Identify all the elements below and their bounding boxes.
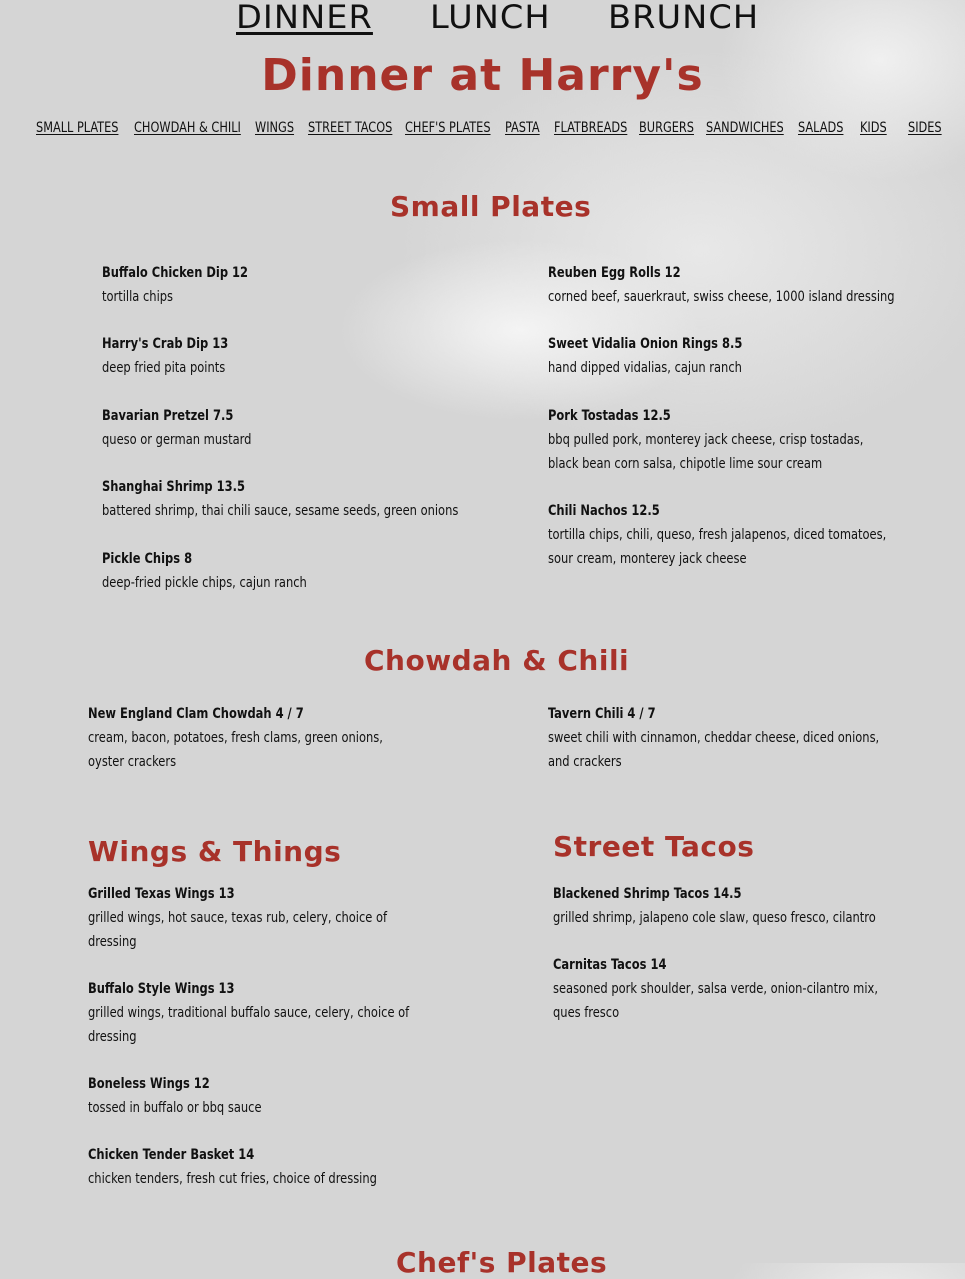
category-link-chefs-plates[interactable]: CHEF'S PLATES xyxy=(405,120,491,136)
category-link-salads[interactable]: SALADS xyxy=(798,120,844,136)
menu-item xyxy=(548,261,948,309)
category-link-street-tacos[interactable]: STREET TACOS xyxy=(308,120,393,136)
menu-item xyxy=(102,404,502,452)
item-description: deep fried pita points xyxy=(102,360,226,376)
item-name: Carnitas Tacos 14 xyxy=(553,957,667,973)
menu-item xyxy=(553,882,953,930)
menu-item xyxy=(548,702,933,774)
menu-item xyxy=(88,977,468,1049)
item-name: Harry's Crab Dip 13 xyxy=(102,336,229,352)
item-name: Buffalo Chicken Dip 12 xyxy=(102,265,249,281)
item-description: bbq pulled pork, monterey jack cheese, crisp tostadas, black bean corn salsa, chipotle lime sour cream xyxy=(548,432,864,472)
item-description: corned beef, sauerkraut, swiss cheese, 1000 island dressing xyxy=(548,289,895,305)
item-name: Sweet Vidalia Onion Rings 8.5 xyxy=(548,336,743,352)
item-name: Tavern Chili 4 / 7 xyxy=(548,706,656,722)
menu-item xyxy=(548,499,943,571)
item-name: New England Clam Chowdah 4 / 7 xyxy=(88,706,304,722)
item-name: Pork Tostadas 12.5 xyxy=(548,408,671,424)
item-name: Chili Nachos 12.5 xyxy=(548,503,660,519)
section-title-small-plates: Small Plates xyxy=(390,190,592,223)
category-link-flatbreads[interactable]: FLATBREADS xyxy=(554,120,628,136)
item-description: grilled wings, hot sauce, texas rub, celery, choice of dressing xyxy=(88,910,388,950)
menu-item xyxy=(102,261,502,309)
menu-item xyxy=(548,332,948,380)
section-title-chowdah-chili: Chowdah & Chili xyxy=(364,644,630,677)
category-link-sandwiches[interactable]: SANDWICHES xyxy=(706,120,784,136)
menu-item xyxy=(102,332,502,380)
item-name: Reuben Egg Rolls 12 xyxy=(548,265,681,281)
menu-item xyxy=(88,1072,468,1120)
item-description: grilled wings, traditional buffalo sauce, celery, choice of dressing xyxy=(88,1005,410,1045)
category-link-small-plates[interactable]: SMALL PLATES xyxy=(36,120,119,136)
nav-dinner-link[interactable]: DINNER xyxy=(236,0,373,36)
item-name: Pickle Chips 8 xyxy=(102,551,193,567)
item-name: Bavarian Pretzel 7.5 xyxy=(102,408,234,424)
item-name: Shanghai Shrimp 13.5 xyxy=(102,479,245,495)
item-description: chicken tenders, fresh cut fries, choice of dressing xyxy=(88,1171,377,1187)
nav-lunch-link[interactable]: LUNCH xyxy=(430,0,551,36)
nav-brunch-link[interactable]: BRUNCH xyxy=(608,0,760,36)
section-title-wings: Wings & Things xyxy=(88,835,342,868)
menu-item xyxy=(88,882,463,954)
item-name: Blackened Shrimp Tacos 14.5 xyxy=(553,886,742,902)
item-description: deep-fried pickle chips, cajun ranch xyxy=(102,575,307,591)
item-name: Grilled Texas Wings 13 xyxy=(88,886,235,902)
item-description: sweet chili with cinnamon, cheddar cheese, diced onions, and crackers xyxy=(548,730,880,770)
menu-item xyxy=(553,953,933,1025)
category-link-chowdah-chili[interactable]: CHOWDAH & CHILI xyxy=(134,120,241,136)
menu-item xyxy=(102,547,502,595)
category-link-kids[interactable]: KIDS xyxy=(860,120,887,136)
item-description: tossed in buffalo or bbq sauce xyxy=(88,1100,262,1116)
category-link-wings[interactable]: WINGS xyxy=(255,120,295,136)
menu-item xyxy=(88,702,468,774)
page-title: Dinner at Harry's xyxy=(261,50,704,101)
item-description: tortilla chips xyxy=(102,289,174,305)
menu-item xyxy=(88,1143,468,1191)
item-description: grilled shrimp, jalapeno cole slaw, queso fresco, cilantro xyxy=(553,910,876,926)
item-description: hand dipped vidalias, cajun ranch xyxy=(548,360,742,376)
category-link-burgers[interactable]: BURGERS xyxy=(639,120,694,136)
category-link-pasta[interactable]: PASTA xyxy=(505,120,540,136)
item-description: battered shrimp, thai chili sauce, sesame seeds, green onions xyxy=(102,503,459,519)
item-description: seasoned pork shoulder, salsa verde, onion-cilantro mix, ques fresco xyxy=(553,981,878,1021)
item-name: Chicken Tender Basket 14 xyxy=(88,1147,255,1163)
item-description: queso or german mustard xyxy=(102,432,252,448)
section-title-street-tacos: Street Tacos xyxy=(553,830,755,863)
item-name: Buffalo Style Wings 13 xyxy=(88,981,235,997)
item-description: tortilla chips, chili, queso, fresh jalapenos, diced tomatoes, sour cream, monterey jack cheese xyxy=(548,527,887,567)
item-description: cream, bacon, potatoes, fresh clams, green onions, oyster crackers xyxy=(88,730,383,770)
section-title-chefs-plates: Chef's Plates xyxy=(396,1246,608,1279)
menu-item xyxy=(548,404,923,476)
item-name: Boneless Wings 12 xyxy=(88,1076,210,1092)
menu-item xyxy=(102,475,532,523)
category-link-sides[interactable]: SIDES xyxy=(908,120,942,136)
